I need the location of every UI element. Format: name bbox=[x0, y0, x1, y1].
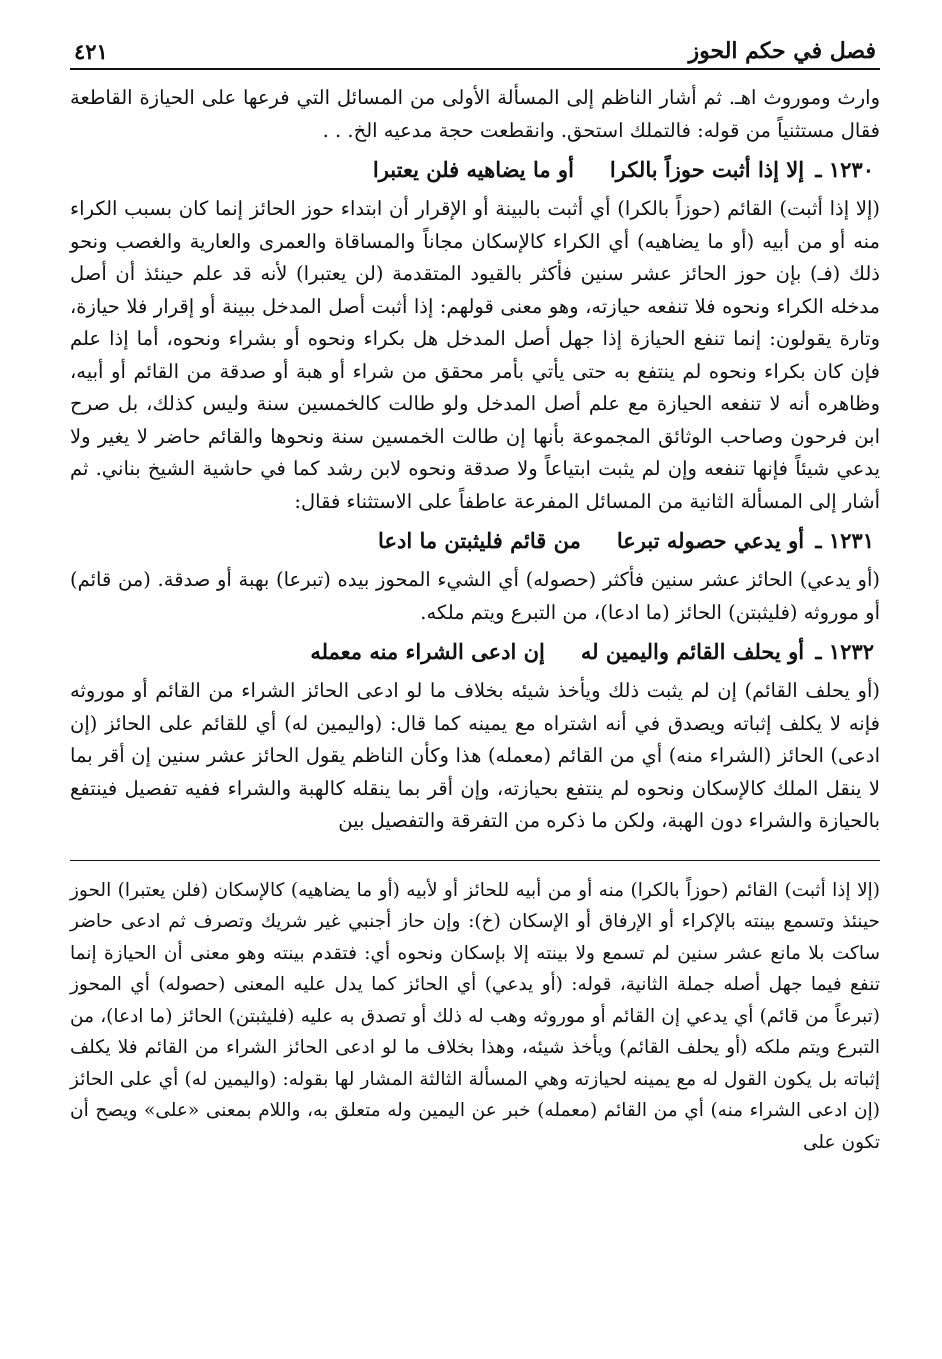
commentary-paragraph: (إلا إذا أثبت) القائم (حوزاً بالكرا) أي أثبت بالبينة أو الإقرار أن ابتداء حوز الحائز إنما كان بسبب الكراء منه أو من أبيه (أو ما يضاهيه) أي الكراء كالإسكان مجاناً والمساقاة والعمرى والعارية والغصب ونحو ذلك (فـ) بإن حوز الحائز عشر سنين فأكثر بالقيود المتقدمة (لن يعتبرا) لأنه قد علم حينئذ أن أصل مدخله الكراء ونحوه فلا تنفعه حيازته، وهو معنى قولهم: إذا أثبت أصل المدخل ببينة أو إقرار فلا حيازة، وتارة يقولون: إنما تنفع الحيازة إذا جهل أصل المدخل هل بكراء ونحوه أو بشراء ونحوه، أما إذا علم فإن كان بكراء ونحوه لم ينتفع به حتى يأتي بأمر محقق من شراء أو هبة أو صدقة من القائم أو أبيه، وظاهره أنه لا تنفعه الحيازة مع علم أصل المدخل ولو طالت كالخمسين سنة وليس كذلك، بل صرح ابن فرحون وصاحب الوثائق المجموعة بأنها إن طالت الخمسين سنة ونحوها والقائم حاضر لا يغير ولا يدعي شيئاً فإنها تنفعه وإن لم يثبت ابتياعاً ولا صدقة ونحوه لابن رشد كما في حاشية الشيخ بناني. ثم أشار إلى المسألة الثانية من المسائل المفرعة عاطفاً على الاستثناء فقال: bbox=[70, 197, 880, 513]
footnote-section bbox=[70, 875, 880, 1159]
page-header bbox=[70, 30, 880, 70]
verse-1230 bbox=[70, 151, 880, 189]
page-number: ٤٢١ bbox=[74, 39, 108, 64]
running-title: فصل في حكم الحوز bbox=[688, 38, 876, 64]
verse-hemistich-first: أو يحلف القائم واليمين له bbox=[580, 639, 805, 664]
commentary-paragraph: (أو يدعي) الحائز عشر سنين فأكثر (حصوله) أي الشيء المحوز بيده (تبرعا) بهبة أو صدقة. (من قائم) أو موروثه (فليثبتن) الحائز (ما ادعا)، من التبرع ويتم ملكه. bbox=[70, 568, 880, 624]
verse-hemistich-second: من قائم فليثبتن ما ادعا bbox=[378, 528, 581, 553]
verse-1231 bbox=[70, 522, 880, 560]
footnote-divider bbox=[70, 860, 880, 861]
commentary-paragraph: (أو يحلف القائم) إن لم يثبت ذلك ويأخذ شيئه بخلاف ما لو ادعى الحائز الشراء من القائم أو موروثه فإنه لا يكلف إثباته ويصدق في أنه اشتراه مع يمينه كما قال: (واليمين له) أي للقائم على الحائز (إن ادعى) الحائز (الشراء منه) أي من القائم (معمله) هذا وكأن الناظم يقول الحائز عشر سنين إن أقر بما لا ينقل الملك كالإسكان ونحوه لم ينتفع بحيازته، وإن أقر بما ينقله كالهبة والشراء ففيه تفصيل فينتفع بالحيازة والشراء دون الهبة، ولكن ما ذكره من التفرقة والتفصيل بين bbox=[70, 679, 880, 832]
book-page bbox=[70, 30, 880, 1330]
intro-paragraph: وارث وموروث اهـ. ثم أشار الناظم إلى المسألة الأولى من المسائل التي فرعها على الحيازة القاطعة فقال مستثنياً من قوله: فالتملك استحق. وانقطعت حجة مدعيه الخ. . . bbox=[70, 86, 880, 142]
verse-hemistich-first: إلا إذا أثبت حوزاً بالكرا bbox=[609, 157, 805, 182]
verse-1232 bbox=[70, 633, 880, 671]
footnote-paragraph: (إلا إذا أثبت) القائم (حوزاً بالكرا) منه أو من أبيه للحائز أو لأبيه (أو ما يضاهيه) كالإسكان (فلن يعتبرا) الحوز حينئذ وتسمع بينته بالإكراء أو الإرفاق أو الإسكان (خ): وإن حاز أجنبي غير شريك وتصرف ثم ادعى حاضر ساكت بلا مانع عشر سنين لم تسمع ولا بينته إلا بإسكان ونحوه أي: فتقدم بينته وهو معنى أن الحيازة إنما تنفع فيما جهل أصله جملة الثانية، قوله: (أو يدعي) أي الحائز كما يدل عليه المعنى (حصوله) أي المحوز (تبرعاً من قائم) أي يدعي إن القائم أو موروثه وهب له ذلك أو تصدق به عليه (فليثبتن) الحائز (ما ادعا)، من التبرع ويتم ملكه (أو يحلف القائم) ويأخذ شيئه، وهذا بخلاف ما لو ادعى الحائز الشراء من القائم فلا يكلف إثباته بل يكون القول له مع يمينه لحيازته وهي المسألة الثالثة المشار لها بقوله: (واليمين له) أي على الحائز (إن ادعى الشراء منه) أي من القائم (معمله) خبر عن اليمين وله متعلق به، واللام بمعنى «على» ويصح أن تكون على bbox=[70, 879, 880, 1153]
verse-hemistich-second: إن ادعى الشراء منه معمله bbox=[310, 639, 545, 664]
verse-number: ١٢٣٠ ـ bbox=[815, 157, 874, 182]
verse-hemistich-first: أو يدعي حصوله تبرعا bbox=[616, 528, 805, 553]
main-text bbox=[70, 82, 880, 838]
verse-number: ١٢٣٢ ـ bbox=[815, 639, 874, 664]
verse-number: ١٢٣١ ـ bbox=[815, 528, 874, 553]
verse-hemistich-second: أو ما يضاهيه فلن يعتبرا bbox=[372, 157, 574, 182]
